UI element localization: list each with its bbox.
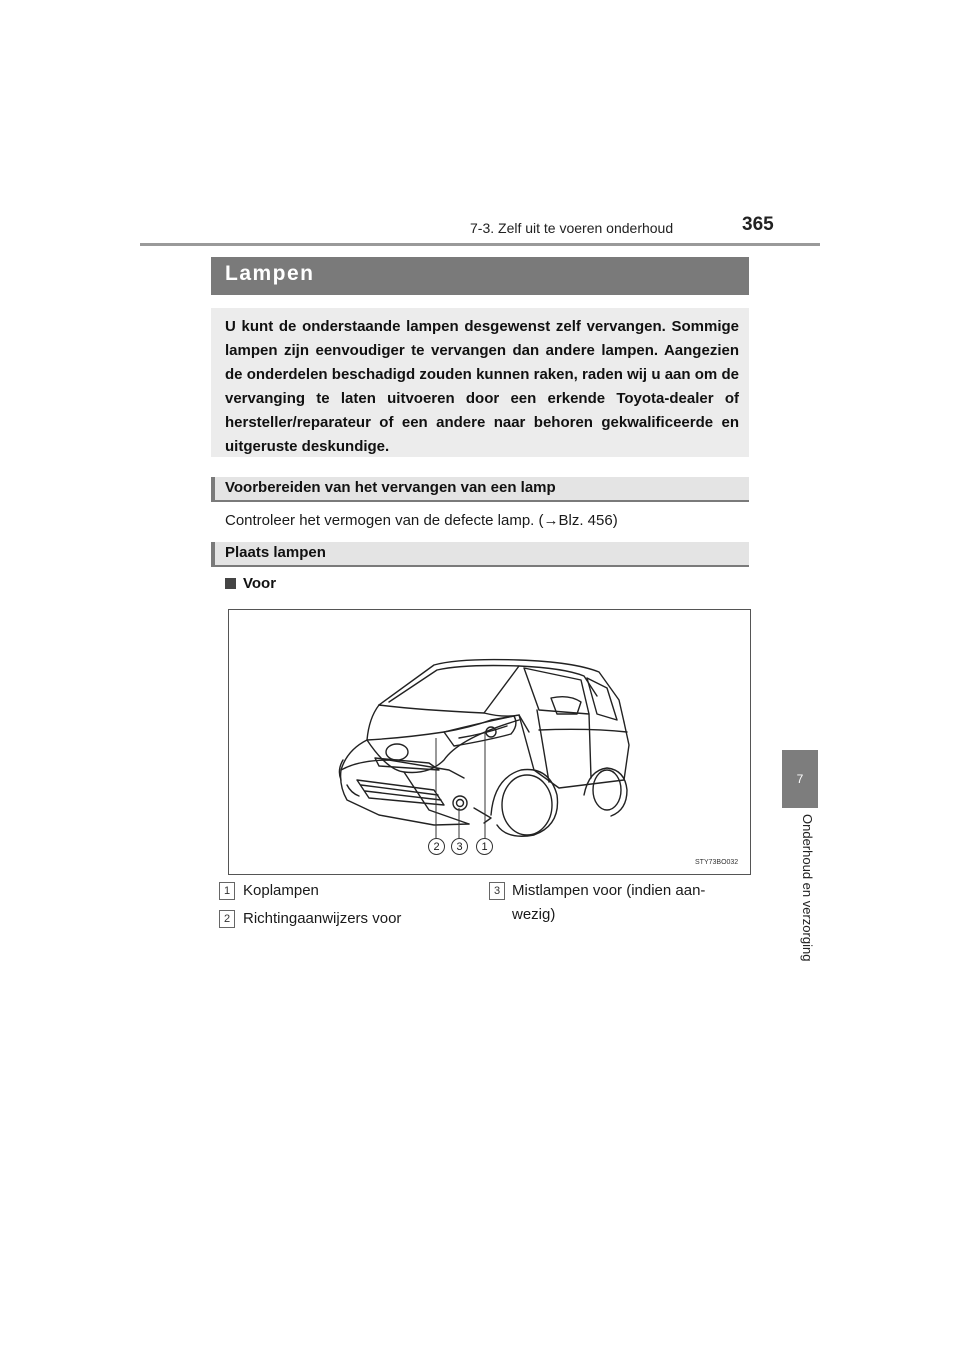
subheading-front: Voor (243, 575, 277, 592)
callout-badge: 3 (451, 838, 468, 855)
chapter-label: Onderhoud en verzorging (800, 814, 815, 962)
preparation-text: Controleer het vermogen van de defecte lamp. (→Blz. 456) (225, 512, 618, 529)
legend-number-badge: 1 (219, 882, 235, 900)
section-heading-preparation: Voorbereiden van het vervangen van een lamp (225, 479, 556, 496)
page-title: Lampen (225, 262, 315, 285)
car-front-illustration (229, 610, 750, 874)
section-reference: 7-3. Zelf uit te voeren onderhoud (470, 220, 674, 236)
legend-fog-lights-line2: wezig) (512, 906, 556, 923)
page-number: 365 (742, 214, 774, 235)
legend-fog-lights-line1: Mistlampen voor (indien aan- (512, 882, 706, 899)
car-figure (228, 609, 751, 875)
legend-number-badge: 3 (489, 882, 505, 900)
legend-number-badge: 2 (219, 910, 235, 928)
legend-headlights: Koplampen (243, 882, 319, 899)
chapter-tab[interactable]: 7 (782, 750, 818, 808)
callout-badge: 1 (476, 838, 493, 855)
intro-text: U kunt de onderstaande lampen desgewenst zelf vervangen. Sommige lampen zijn eenvoudiger te vervangen dan andere lampen. Aangezien de onderdelen beschadigd zouden kunnen raken, raden wij u aan om de vervanging te laten uitvoeren door een erkende Toyota-dealer of hersteller/reparateur of een andere naar behoren gekwalificeerde en uitgeruste deskundige. (225, 318, 739, 455)
legend-turn-signals: Richtingaanwijzers voor (243, 910, 402, 927)
bullet-square-icon (225, 578, 236, 589)
header-rule (140, 243, 820, 246)
section-heading-bulb-locations: Plaats lampen (225, 544, 326, 561)
figure-code: STY73BO032 (695, 859, 739, 866)
callout-badge: 2 (428, 838, 445, 855)
